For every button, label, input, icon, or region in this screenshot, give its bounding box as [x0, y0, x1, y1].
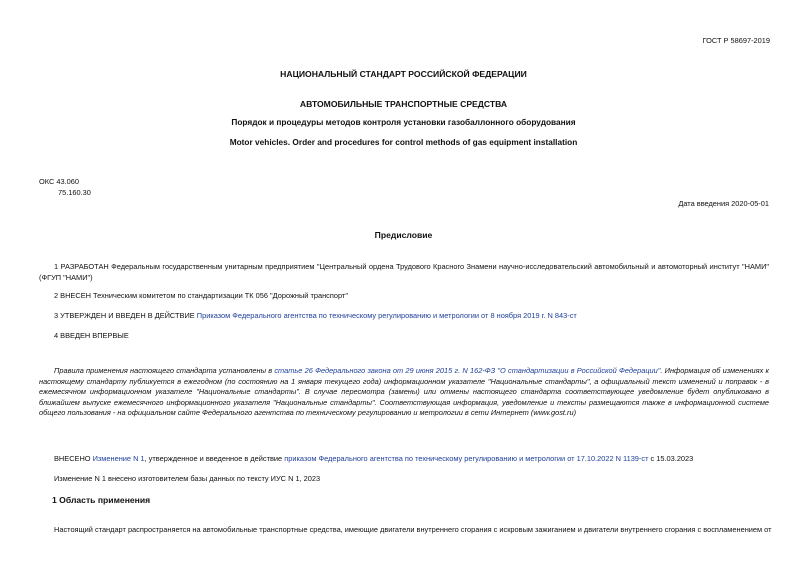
amendment-text-1: ВНЕСЕНО — [54, 454, 93, 463]
oks-code-2: 75.160.30 — [58, 188, 91, 197]
preface-item-2: 2 ВНЕСЕН Техническим комитетом по стандартизации ТК 056 "Дорожный транспорт" — [54, 291, 348, 300]
document-subtitle-en: Motor vehicles. Order and procedures for control methods of gas equipment installation — [229, 137, 578, 147]
preface-item-1: 1 РАЗРАБОТАН Федеральным государственным унитарным предприятием "Центральный ордена Трудового Красного Знамени научно-исследовательский автомобильный и автомоторный институт "НАМИ" (ФГУП "НАМИ") — [39, 262, 769, 282]
preface-item-3-text: 3 УТВЕРЖДЕН И ВВЕДЕН В ДЕЙСТВИЕ — [54, 311, 197, 320]
section-1-text: Настоящий стандарт распространяется на автомобильные транспортные средства, имеющие двигатели внутреннего сгорания с искровым зажиганием и двигатели внутреннего сгорания с воспламенением от — [54, 525, 772, 534]
introduction-date: Дата введения 2020-05-01 — [678, 199, 769, 208]
preface-item-4: 4 ВВЕДЕН ВПЕРВЫЕ — [54, 331, 129, 340]
amendment-link[interactable]: Изменение N 1 — [92, 454, 145, 463]
preface-item-3 — [54, 311, 577, 322]
amendment-order-link[interactable]: приказом Федерального агентства по техническому регулированию и метрологии от 17.10.2022 N 1139-ст — [284, 454, 649, 463]
order-link[interactable]: Приказом Федерального агентства по техническому регулированию и метрологии от 8 ноября 2019 г. N 843-ст — [196, 311, 577, 320]
document-title: АВТОМОБИЛЬНЫЕ ТРАНСПОРТНЫЕ СРЕДСТВА — [299, 99, 508, 109]
application-rules-paragraph — [39, 366, 769, 419]
amendment-note — [54, 454, 693, 465]
preface-heading: Предисловие — [374, 230, 433, 240]
national-standard-heading: НАЦИОНАЛЬНЫЙ СТАНДАРТ РОССИЙСКОЙ ФЕДЕРАЦИИ — [280, 69, 527, 79]
oks-code-1: ОКС 43.060 — [39, 177, 79, 186]
federal-law-link[interactable]: статье 26 Федерального закона от 29 июня 2015 г. N 162-ФЗ "О стандартизации в Российской Федерации" — [274, 366, 661, 375]
amendment-database-note: Изменение N 1 внесено изготовителем базы данных по тексту ИУС N 1, 2023 — [54, 474, 321, 483]
amendment-text-3: с 15.03.2023 — [648, 454, 694, 463]
section-1-heading: 1 Область применения — [52, 495, 151, 505]
rules-text-2: . Информация об изменениях к настоящему стандарту публикуется в ежегодном (по состоянию на 1 января текущего года) информационном указателе "Национальные стандарты", а официальный текст изменений и поправок - в ежемесячном информационном указателе "Национальные стандарты". В случае пересмотра (замены) или отмены настоящего стандарта соответствующее уведомление будет опубликовано в ближайшем выпуске ежемесячного информационного указателя "Национальные стандарты". Соответствующая информация, уведомление и тексты размещаются также в информационной системе общего пользования - на официальном сайте Федерального агентства по техническому регулированию и метрологии в сети Интернет (www.gost.ru) — [39, 366, 769, 418]
rules-text-1: Правила применения настоящего стандарта установлены в — [54, 366, 275, 375]
document-subtitle-ru: Порядок и процедуры методов контроля установки газобаллонного оборудования — [231, 117, 576, 127]
amendment-text-2: , утвержденное и введенное в действие — [144, 454, 285, 463]
document-code: ГОСТ Р 58697-2019 — [702, 36, 770, 45]
